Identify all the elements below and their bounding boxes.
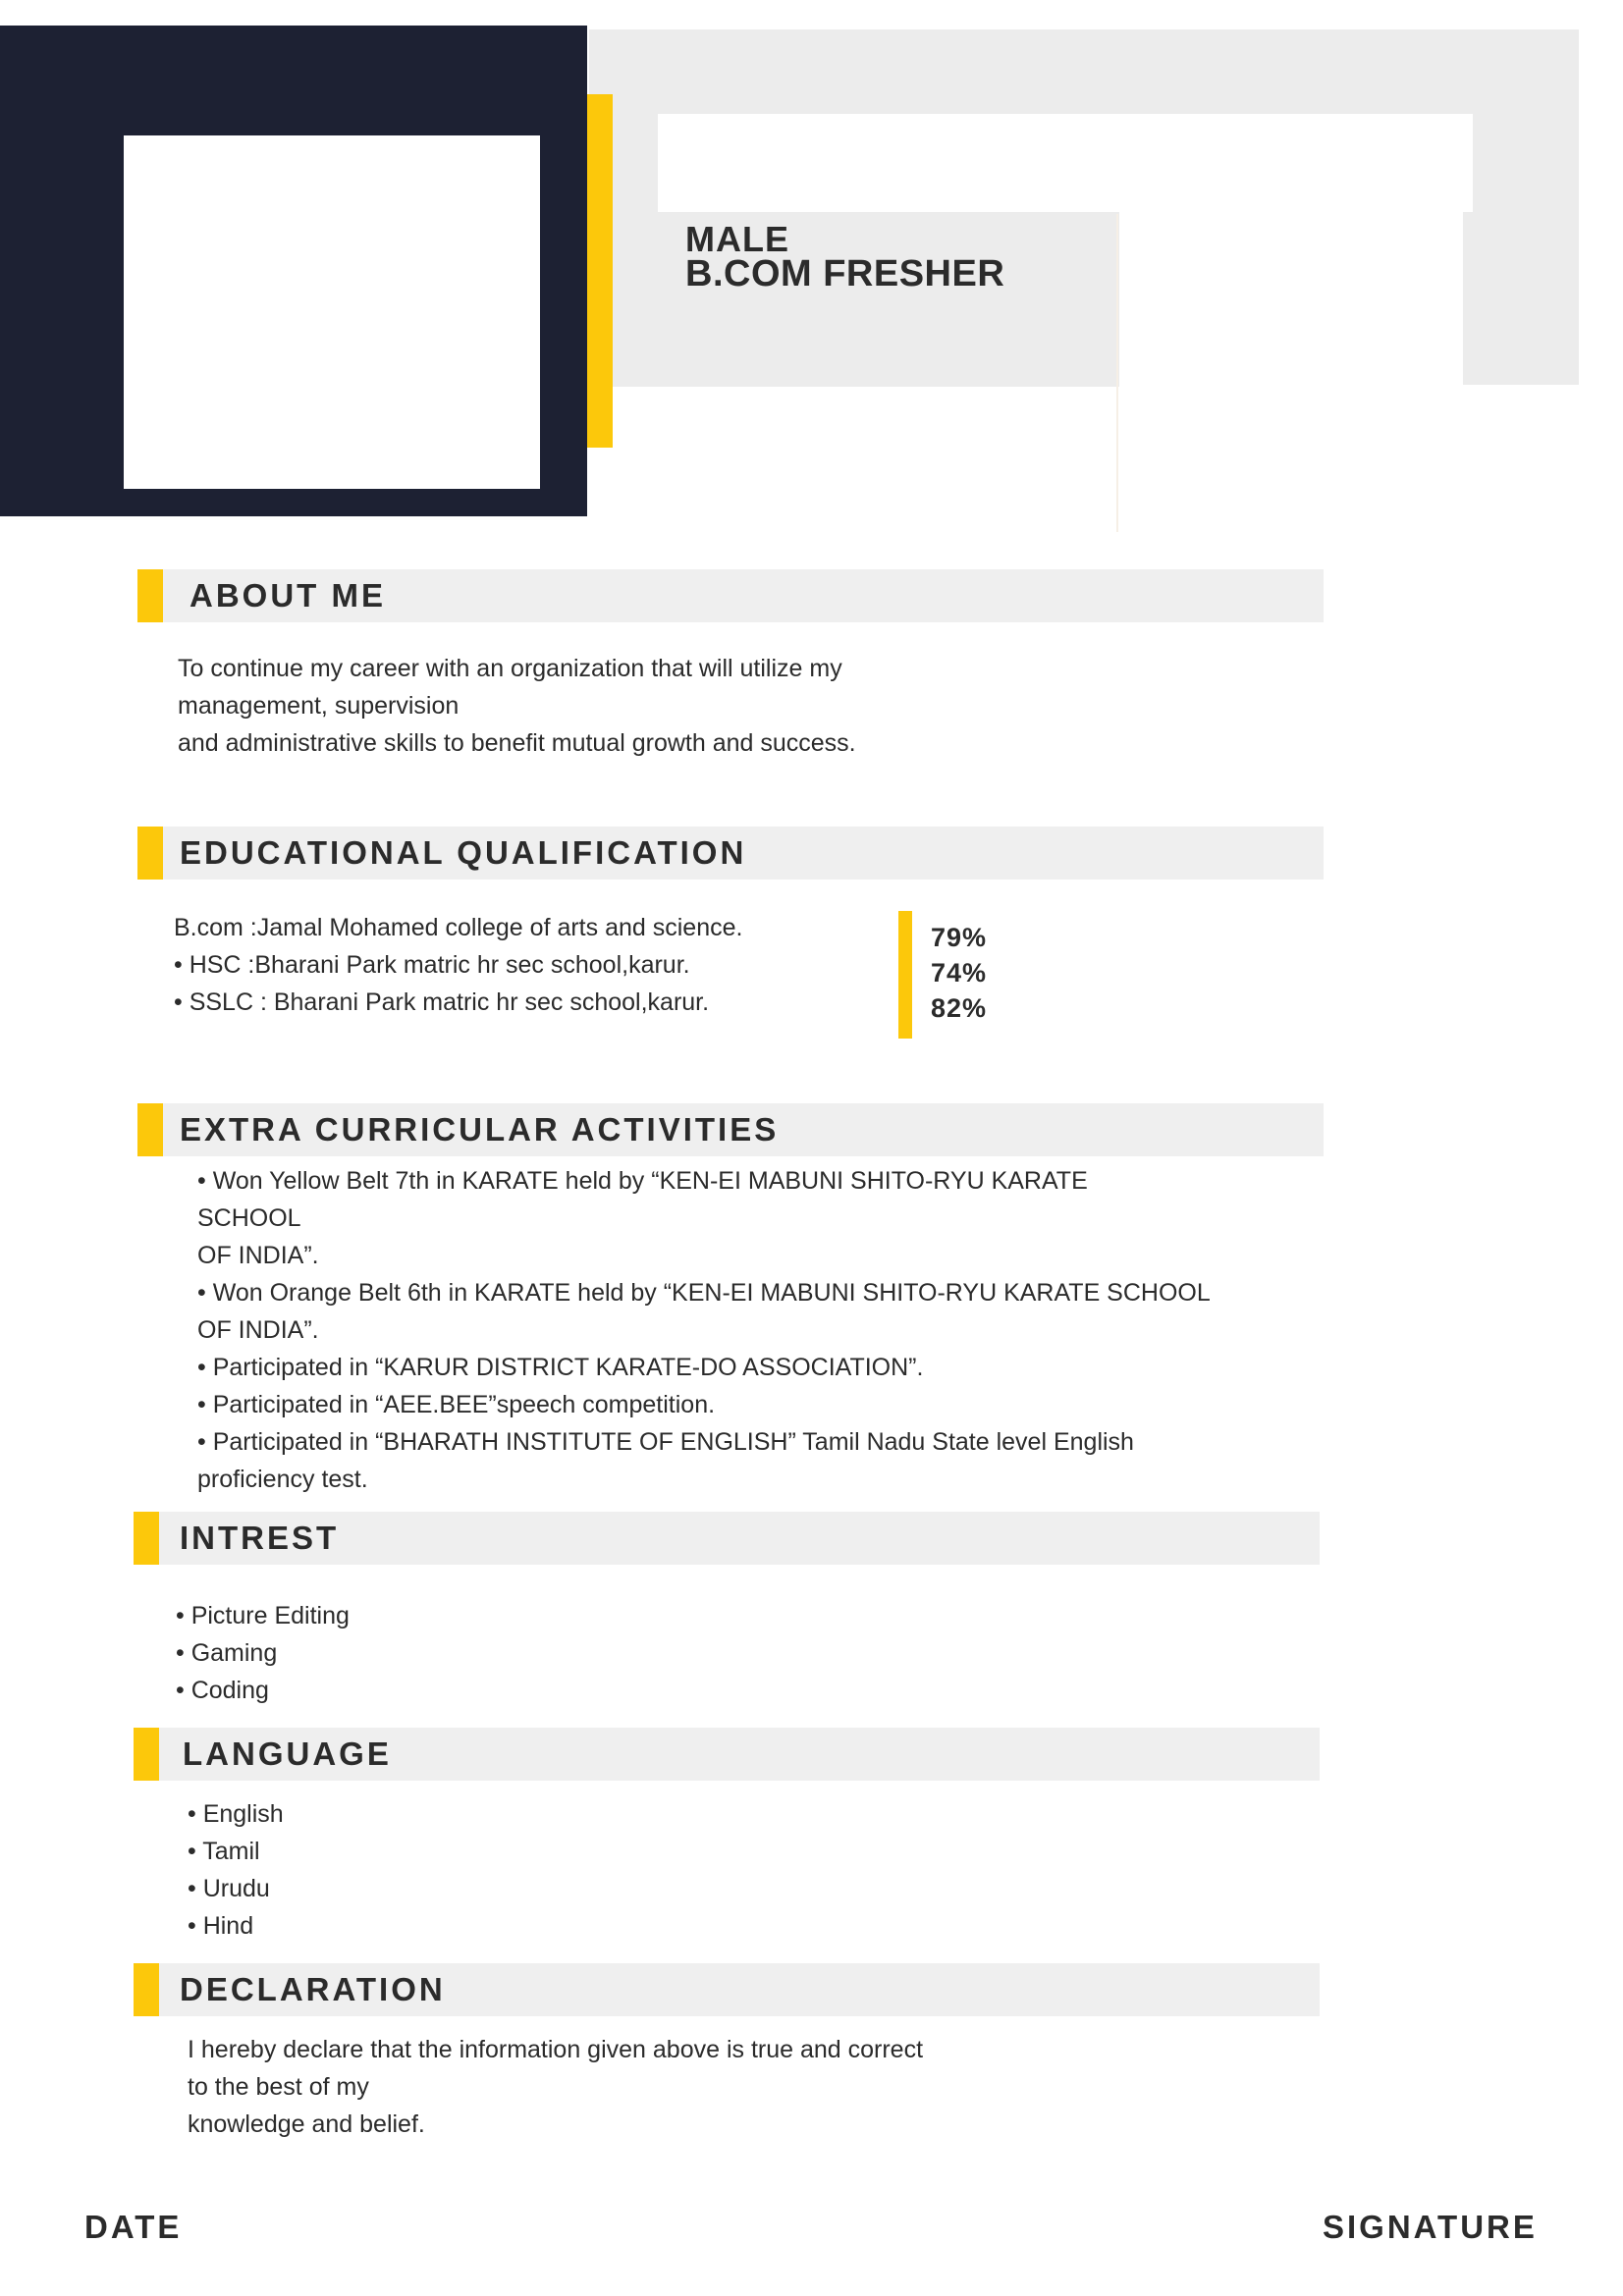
- activities-section-marker: [137, 1103, 163, 1156]
- activity-line: OF INDIA”.: [197, 1242, 319, 1269]
- education-item: • SSLC : Bharani Park matric hr sec school,karur.: [174, 988, 710, 1016]
- language-item: • Urudu: [188, 1875, 270, 1902]
- interest-list: [176, 1597, 350, 1709]
- about-text: [178, 650, 856, 762]
- activity-line: OF INDIA”.: [197, 1316, 319, 1344]
- education-score-bar: [898, 911, 912, 1039]
- activity-line: • Won Orange Belt 6th in KARATE held by “KEN-EI MABUNI SHITO-RYU KARATE SCHOOL: [197, 1279, 1211, 1307]
- header-accent-bar: [587, 94, 613, 448]
- education-item: • HSC :Bharani Park matric hr sec school,karur.: [174, 951, 690, 979]
- activity-line: proficiency test.: [197, 1466, 368, 1493]
- about-line: To continue my career with an organization that will utilize my: [178, 655, 842, 682]
- declaration-line: I hereby declare that the information given above is true and correct: [188, 2036, 924, 2063]
- declaration-line: knowledge and belief.: [188, 2110, 425, 2138]
- header-role: B.COM FRESHER: [685, 253, 1005, 294]
- interest-section-marker: [134, 1512, 159, 1565]
- activity-line: • Participated in “BHARATH INSTITUTE OF ENGLISH” Tamil Nadu State level English: [197, 1428, 1134, 1456]
- activity-line: SCHOOL: [197, 1204, 301, 1232]
- header-gender: [685, 192, 1078, 259]
- about-section-title: ABOUT ME: [189, 577, 386, 614]
- language-section-title: LANGUAGE: [183, 1735, 392, 1772]
- language-list: [188, 1795, 284, 1945]
- declaration-line: to the best of my: [188, 2073, 369, 2101]
- activity-line: • Participated in “AEE.BEE”speech competition.: [197, 1391, 716, 1418]
- declaration-section-title: DECLARATION: [180, 1971, 446, 2007]
- language-item: • English: [188, 1800, 284, 1828]
- header-divider-line: [1116, 214, 1118, 532]
- education-score: 74%: [931, 958, 988, 988]
- about-line: management, supervision: [178, 692, 460, 720]
- date-label: DATE: [84, 2209, 183, 2245]
- interest-item: • Coding: [176, 1677, 269, 1704]
- language-item: • Tamil: [188, 1838, 260, 1865]
- activities-list: [197, 1162, 1211, 1498]
- education-list: [174, 909, 742, 1021]
- education-section-marker: [137, 827, 163, 880]
- activities-section-title: EXTRA CURRICULAR ACTIVITIES: [180, 1111, 780, 1148]
- about-line: and administrative skills to benefit mutual growth and success.: [178, 729, 856, 757]
- about-section-marker: [137, 569, 163, 622]
- activity-line: • Participated in “KARUR DISTRICT KARATE-DO ASSOCIATION”.: [197, 1354, 924, 1381]
- language-section-marker: [134, 1728, 159, 1781]
- declaration-section-marker: [134, 1963, 159, 2016]
- header-gender-text: MALE: [685, 219, 789, 259]
- education-scores: [931, 920, 987, 1026]
- interest-section-title: INTREST: [180, 1520, 340, 1556]
- activity-line: • Won Yellow Belt 7th in KARATE held by “KEN-EI MABUNI SHITO-RYU KARATE: [197, 1167, 1088, 1195]
- language-item: • Hind: [188, 1912, 254, 1940]
- education-score: 79%: [931, 923, 988, 952]
- declaration-text: [188, 2031, 923, 2143]
- profile-photo-placeholder: [124, 135, 540, 489]
- education-section-title: EDUCATIONAL QUALIFICATION: [180, 834, 747, 871]
- signature-label: SIGNATURE: [1323, 2209, 1538, 2245]
- education-score: 82%: [931, 993, 988, 1023]
- interest-item: • Picture Editing: [176, 1602, 350, 1629]
- interest-item: • Gaming: [176, 1639, 278, 1667]
- education-item: B.com :Jamal Mohamed college of arts and science.: [174, 914, 743, 941]
